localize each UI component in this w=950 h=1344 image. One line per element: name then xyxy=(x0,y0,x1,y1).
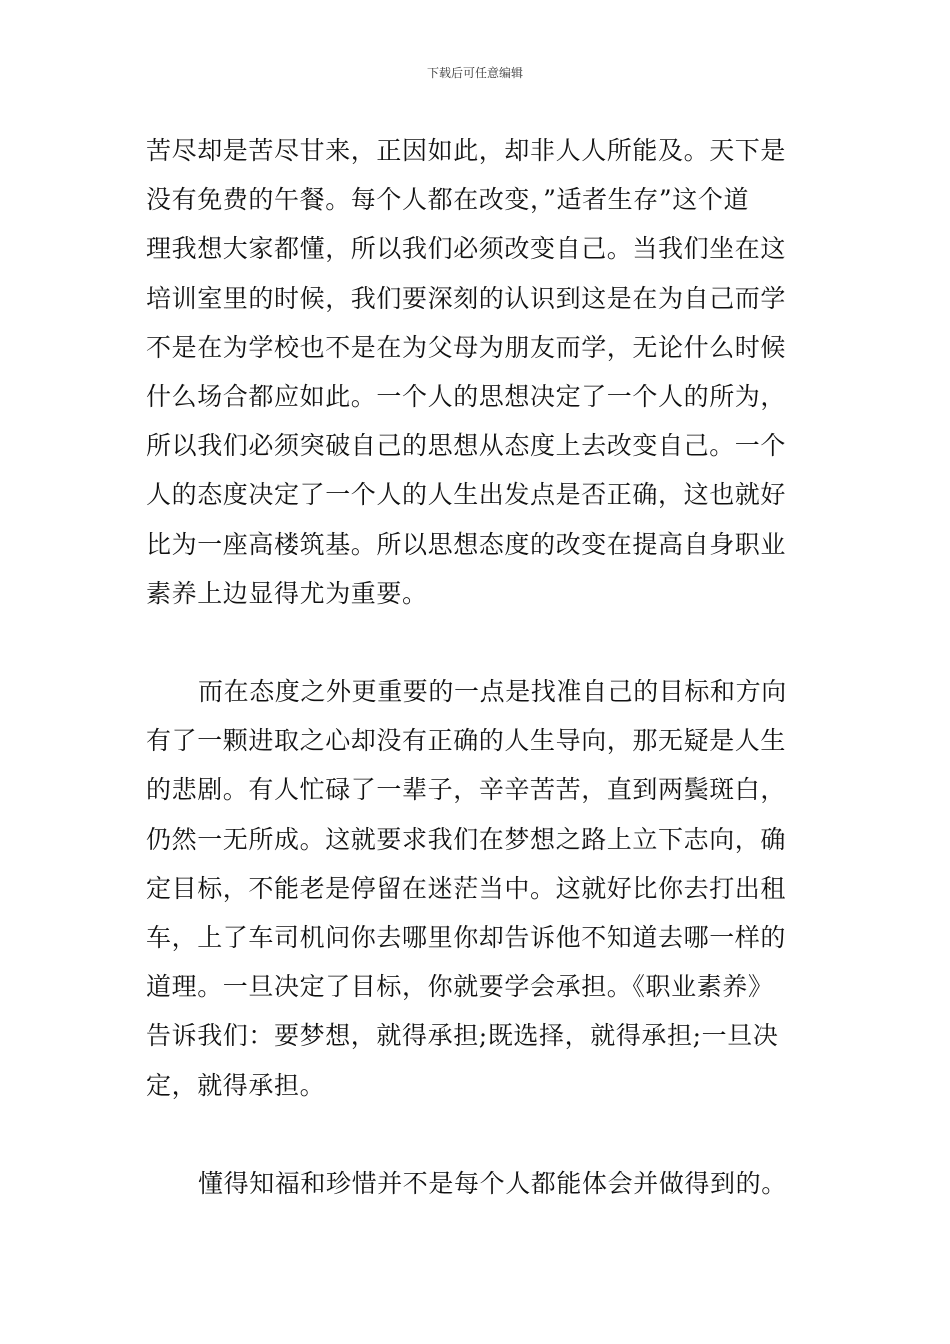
paragraph-gap xyxy=(146,618,812,667)
text-line: 苦尽却是苦尽甘来，正因如此，却非人人所能及。天下是 xyxy=(146,136,787,165)
text-line: 素养上边显得尤为重要。 xyxy=(146,578,428,608)
text-line: 的悲剧。有人忙碌了一辈子，辛辛苦苦，直到两鬓斑白， xyxy=(146,775,787,805)
text-line: 没有免费的午餐。每个人都在改变，”适者生存”这个道 xyxy=(146,185,750,215)
text-line: 定目标，不能老是停留在迷茫当中。这就好比你去打出租 xyxy=(146,873,787,903)
text-line: 什么场合都应如此。一个人的思想决定了一个人的所为， xyxy=(146,382,787,412)
text-line: 理我想大家都懂，所以我们必须改变自己。当我们坐在这 xyxy=(146,234,787,264)
document-body xyxy=(146,126,812,1208)
text-line: 车，上了车司机问你去哪里你却告诉他不知道去哪一样的 xyxy=(146,923,787,953)
text-line: 仍然一无所成。这就要求我们在梦想之路上立下志向，确 xyxy=(146,824,787,854)
text-line: 有了一颗进取之心却没有正确的人生导向，那无疑是人生 xyxy=(146,726,787,756)
text-line: 不是在为学校也不是在为父母为朋友而学，无论什么时候 xyxy=(146,332,787,362)
text-line: 懂得知福和珍惜并不是每个人都能体会并做得到的。 xyxy=(198,1168,787,1198)
text-line: 人的态度决定了一个人的人生出发点是否正确，这也就好 xyxy=(146,480,787,510)
text-line: 而在态度之外更重要的一点是找准自己的目标和方向 xyxy=(198,677,787,707)
paragraph-3 xyxy=(146,1159,812,1208)
text-line: 比为一座高楼筑基。所以思想态度的改变在提高自身职业 xyxy=(146,529,787,559)
paragraph-1 xyxy=(146,126,812,618)
text-line: 告诉我们：要梦想，就得承担;既选择，就得承担;一旦决 xyxy=(146,1021,779,1051)
text-line: 所以我们必须突破自己的思想从态度上去改变自己。一个 xyxy=(146,431,787,461)
text-line: 培训室里的时候，我们要深刻的认识到这是在为自己而学 xyxy=(146,283,787,313)
paragraph-gap xyxy=(146,1110,812,1159)
paragraph-2 xyxy=(146,667,812,1110)
text-line: 定，就得承担。 xyxy=(146,1070,326,1100)
page-header: 下载后可任意编辑 xyxy=(426,66,523,80)
text-line: 道理。一旦决定了目标，你就要学会承担。《职业素养》 xyxy=(146,972,774,1002)
